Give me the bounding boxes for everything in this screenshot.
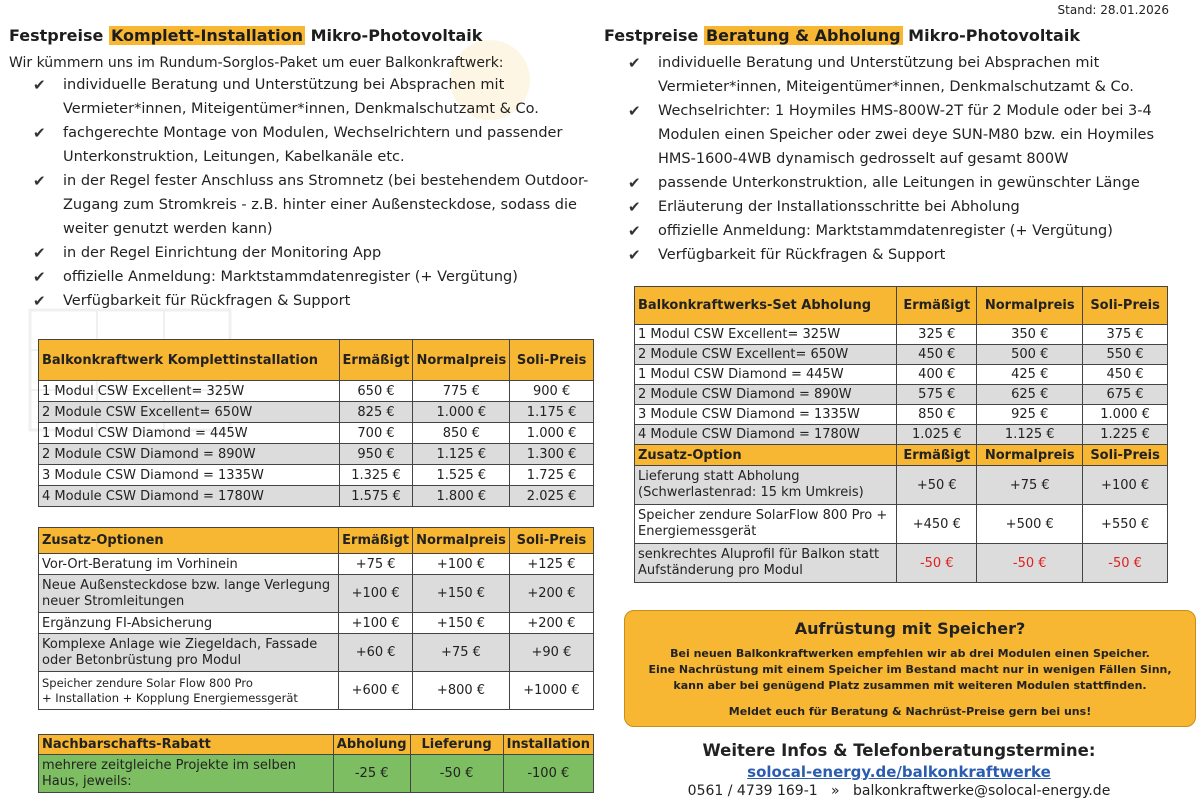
table-cell: -100 €	[503, 755, 593, 793]
zusatz-optionen-table	[38, 527, 594, 710]
table-cell: 1.525 €	[413, 465, 510, 486]
table-header-cell: Soli-Preis	[509, 528, 593, 554]
left-heading: Festpreise Komplett-Installation Mikro-Photovoltaik	[9, 26, 483, 45]
table-header-cell: Installation	[503, 735, 593, 755]
table-cell: 625 €	[977, 385, 1083, 405]
speicher-title: Aufrüstung mit Speicher?	[794, 619, 1026, 638]
table-row	[39, 575, 594, 613]
table-cell: 925 €	[977, 405, 1083, 425]
table-cell: +75 €	[339, 554, 413, 575]
list-item: ✔ Wechselrichter: 1 Hoymiles HMS-800W-2T für 2 Module oder bei 3-4 Modulen einen Speicher oder zwei deye SUN-M80 bzw. ein Hoymiles HMS-1600-4WB dynamisch gedrosselt auf gesamt 800W	[628, 99, 1194, 171]
contact-footer	[604, 741, 1194, 799]
checkmark-icon: ✔	[33, 244, 46, 262]
table-row	[39, 755, 594, 793]
table-cell: 1.575 €	[339, 486, 413, 507]
table-cell: +200 €	[509, 613, 593, 634]
table-header-row	[39, 735, 594, 755]
table-cell: +100 €	[1083, 466, 1168, 505]
checkmark-icon: ✔	[33, 268, 46, 286]
right-bullet-list	[604, 51, 1194, 267]
table-row	[635, 544, 1168, 583]
checkmark-icon: ✔	[628, 246, 641, 264]
table-cell: 4 Module CSW Diamond = 1780W	[635, 425, 897, 445]
table-cell: 550 €	[1083, 345, 1168, 365]
table-cell: 850 €	[413, 423, 510, 444]
table-cell: senkrechtes Aluprofil für Balkon statt Aufständerung pro Modul	[635, 544, 897, 583]
table-cell: Speicher zendure Solar Flow 800 Pro + Installation + Kopplung Energiemessgerät	[39, 672, 339, 710]
abholung-set-table	[634, 286, 1168, 583]
table-cell: +550 €	[1083, 505, 1168, 544]
table-cell: 4 Module CSW Diamond = 1780W	[39, 486, 340, 507]
table-header-cell: Normalpreis	[413, 340, 510, 381]
table-cell: +150 €	[413, 575, 510, 613]
table-row	[635, 345, 1168, 365]
table-header-cell: Ermäßigt	[339, 528, 413, 554]
table-header-cell: Zusatz-Option	[635, 445, 897, 466]
table-cell: 2 Module CSW Diamond = 890W	[39, 444, 340, 465]
table-cell: +150 €	[413, 613, 510, 634]
table-header-cell: Lieferung	[410, 735, 503, 755]
table-row	[39, 554, 594, 575]
list-item: ✔ passende Unterkonstruktion, alle Leitungen in gewünschter Länge	[628, 171, 1194, 195]
table-cell: Neue Außensteckdose bzw. lange Verlegung neuer Stromleitungen	[39, 575, 339, 613]
table-cell: +50 €	[897, 466, 977, 505]
website-link[interactable]: solocal-energy.de/balkonkraftwerke	[747, 763, 1051, 781]
table-cell: 775 €	[413, 381, 510, 402]
table-cell: 675 €	[1083, 385, 1168, 405]
table-cell: 1.025 €	[897, 425, 977, 445]
checkmark-icon: ✔	[33, 76, 46, 94]
table-cell: 1.000 €	[510, 423, 594, 444]
table-cell: 2 Module CSW Excellent= 650W	[39, 402, 340, 423]
nachbarschafts-rabatt-table	[38, 734, 594, 793]
table-cell: +90 €	[509, 634, 593, 672]
table-cell: -50 €	[410, 755, 503, 793]
list-item: ✔ in der Regel Einrichtung der Monitoring App	[33, 241, 594, 265]
table-header-cell: Soli-Preis	[510, 340, 594, 381]
checkmark-icon: ✔	[628, 198, 641, 216]
table-row	[39, 423, 594, 444]
table-cell: 900 €	[510, 381, 594, 402]
table-cell: Lieferung statt Abholung (Schwerlastenrad: 15 km Umkreis)	[635, 466, 897, 505]
list-item: ✔ Verfügbarkeit für Rückfragen & Support	[33, 289, 594, 313]
table-row	[39, 465, 594, 486]
table-cell: 1.175 €	[510, 402, 594, 423]
speicher-info-box	[624, 610, 1196, 727]
table-cell: -50 €	[977, 544, 1083, 583]
table-row	[635, 325, 1168, 345]
table-header-cell: Nachbarschafts-Rabatt	[39, 735, 334, 755]
table-cell: +800 €	[413, 672, 510, 710]
table-row	[635, 405, 1168, 425]
table-cell: 2.025 €	[510, 486, 594, 507]
list-item: ✔ offizielle Anmeldung: Marktstammdatenregister (+ Vergütung)	[33, 265, 594, 289]
table-cell: 1.000 €	[413, 402, 510, 423]
table-header-row	[635, 445, 1168, 466]
table-cell: 825 €	[339, 402, 413, 423]
table-cell: +1000 €	[509, 672, 593, 710]
table-cell: 850 €	[897, 405, 977, 425]
table-cell: 2 Module CSW Diamond = 890W	[635, 385, 897, 405]
email-link[interactable]: balkonkraftwerke@solocal-energy.de	[852, 783, 1111, 799]
table-header-cell: Balkonkraftwerks-Set Abholung	[635, 287, 897, 325]
table-cell: 450 €	[897, 345, 977, 365]
checkmark-icon: ✔	[33, 172, 46, 190]
left-column	[9, 26, 594, 313]
table-row	[39, 402, 594, 423]
list-item: ✔ Verfügbarkeit für Rückfragen & Support	[628, 243, 1194, 267]
speicher-text: Bei neuen Balkonkraftwerken empfehlen wir ab drei Modulen einen Speicher. Eine Nachrüstung mit einem Speicher im Bestand macht nur in wenigen Fällen Sinn, kann aber bei genügend Platz zusammen mit weiteren Modulen stattfinden. Meldet euch für Beratung & Nachrüst-Preise gern bei uns!	[648, 647, 1172, 718]
table-cell: 3 Module CSW Diamond = 1335W	[635, 405, 897, 425]
left-bullet-list	[9, 73, 594, 313]
table-cell: +100 €	[413, 554, 510, 575]
table-header-cell: Abholung	[333, 735, 410, 755]
table-cell: -25 €	[333, 755, 410, 793]
checkmark-icon: ✔	[33, 292, 46, 310]
contact-line	[604, 783, 1194, 799]
table-cell: Speicher zendure SolarFlow 800 Pro + Energiemessgerät	[635, 505, 897, 544]
table-cell: -50 €	[1083, 544, 1168, 583]
table-row	[635, 425, 1168, 445]
checkmark-icon: ✔	[33, 124, 46, 142]
table-cell: 2 Module CSW Excellent= 650W	[635, 345, 897, 365]
table-cell: 1.125 €	[413, 444, 510, 465]
table-cell: 1 Modul CSW Diamond = 445W	[39, 423, 340, 444]
table-row	[39, 444, 594, 465]
right-heading: Festpreise Beratung & Abholung Mikro-Photovoltaik	[604, 26, 1080, 45]
list-item: ✔ individuelle Beratung und Unterstützung bei Absprachen mit Vermieter*innen, Miteigentümer*innen, Denkmalschutzamt & Co.	[33, 73, 594, 121]
table-cell: 1.725 €	[510, 465, 594, 486]
table-cell: 1.125 €	[977, 425, 1083, 445]
checkmark-icon: ✔	[628, 54, 641, 72]
table-header-row	[39, 528, 594, 554]
table-row	[39, 672, 594, 710]
table-cell: 325 €	[897, 325, 977, 345]
phone-number[interactable]: 0561 / 4739 169-1	[687, 783, 818, 799]
table-cell: +100 €	[339, 575, 413, 613]
table-cell: +60 €	[339, 634, 413, 672]
table-row	[635, 505, 1168, 544]
table-header-row	[39, 340, 594, 381]
list-item: ✔ in der Regel fester Anschluss ans Stromnetz (bei bestehendem Outdoor-Zugang zum Stromkreis - z.B. hinter einer Außensteckdose, sodass die weiter genutzt werden kann)	[33, 169, 594, 241]
table-cell: +100 €	[339, 613, 413, 634]
table-header-cell: Ermäßigt	[897, 287, 977, 325]
table-header-cell: Normalpreis	[977, 445, 1083, 466]
right-column	[604, 26, 1194, 267]
table-row	[39, 634, 594, 672]
separator: »	[831, 783, 840, 799]
table-cell: +75 €	[413, 634, 510, 672]
list-item: ✔ offizielle Anmeldung: Marktstammdatenregister (+ Vergütung)	[628, 219, 1194, 243]
table-cell: +75 €	[977, 466, 1083, 505]
table-cell: 400 €	[897, 365, 977, 385]
table-header-cell: Soli-Preis	[1083, 287, 1168, 325]
table-header-cell: Ermäßigt	[339, 340, 413, 381]
table-header-row	[635, 287, 1168, 325]
table-cell: 575 €	[897, 385, 977, 405]
table-cell: Komplexe Anlage wie Ziegeldach, Fassade oder Betonbrüstung pro Modul	[39, 634, 339, 672]
table-cell: +500 €	[977, 505, 1083, 544]
table-cell: 1.325 €	[339, 465, 413, 486]
table-cell: 375 €	[1083, 325, 1168, 345]
table-cell: +125 €	[509, 554, 593, 575]
table-cell: 500 €	[977, 345, 1083, 365]
table-cell: 1 Modul CSW Excellent= 325W	[635, 325, 897, 345]
table-cell: +450 €	[897, 505, 977, 544]
table-cell: 1 Modul CSW Diamond = 445W	[635, 365, 897, 385]
table-row	[39, 381, 594, 402]
checkmark-icon: ✔	[628, 174, 641, 192]
checkmark-icon: ✔	[628, 222, 641, 240]
table-cell: Vor-Ort-Beratung im Vorhinein	[39, 554, 339, 575]
table-row	[635, 466, 1168, 505]
table-header-cell: Soli-Preis	[1083, 445, 1168, 466]
table-header-cell: Zusatz-Optionen	[39, 528, 339, 554]
checkmark-icon: ✔	[628, 102, 641, 120]
table-cell: 3 Module CSW Diamond = 1335W	[39, 465, 340, 486]
infos-title: Weitere Infos & Telefonberatungstermine:	[702, 741, 1096, 760]
table-header-cell: Normalpreis	[977, 287, 1083, 325]
komplettinstallation-table	[38, 339, 594, 507]
table-row	[635, 365, 1168, 385]
table-cell: Ergänzung FI-Absicherung	[39, 613, 339, 634]
table-cell: 450 €	[1083, 365, 1168, 385]
table-cell: 700 €	[339, 423, 413, 444]
table-cell: mehrere zeitgleiche Projekte im selben Haus, jeweils:	[39, 755, 334, 793]
table-cell: +600 €	[339, 672, 413, 710]
table-cell: 1.000 €	[1083, 405, 1168, 425]
table-cell: 1 Modul CSW Excellent= 325W	[39, 381, 340, 402]
table-cell: +200 €	[509, 575, 593, 613]
table-cell: 650 €	[339, 381, 413, 402]
table-cell: 350 €	[977, 325, 1083, 345]
table-cell: 1.300 €	[510, 444, 594, 465]
table-cell: 1.225 €	[1083, 425, 1168, 445]
stand-date: Stand: 28.01.2026	[1057, 3, 1169, 17]
table-cell: -50 €	[897, 544, 977, 583]
table-cell: 1.800 €	[413, 486, 510, 507]
table-header-cell: Normalpreis	[413, 528, 510, 554]
table-cell: 425 €	[977, 365, 1083, 385]
table-row	[39, 613, 594, 634]
table-row	[635, 385, 1168, 405]
list-item: ✔ fachgerechte Montage von Modulen, Wechselrichtern und passender Unterkonstruktion, Leitungen, Kabelkanäle etc.	[33, 121, 594, 169]
table-header-cell: Ermäßigt	[897, 445, 977, 466]
table-row	[39, 486, 594, 507]
table-header-cell: Balkonkraftwerk Komplettinstallation	[39, 340, 340, 381]
list-item: ✔ individuelle Beratung und Unterstützung bei Absprachen mit Vermieter*innen, Miteigentümer*innen, Denkmalschutzamt & Co.	[628, 51, 1194, 99]
list-item: ✔ Erläuterung der Installationsschritte bei Abholung	[628, 195, 1194, 219]
left-intro: Wir kümmern uns im Rundum-Sorglos-Paket um euer Balkonkraftwerk:	[9, 55, 504, 71]
table-cell: 950 €	[339, 444, 413, 465]
